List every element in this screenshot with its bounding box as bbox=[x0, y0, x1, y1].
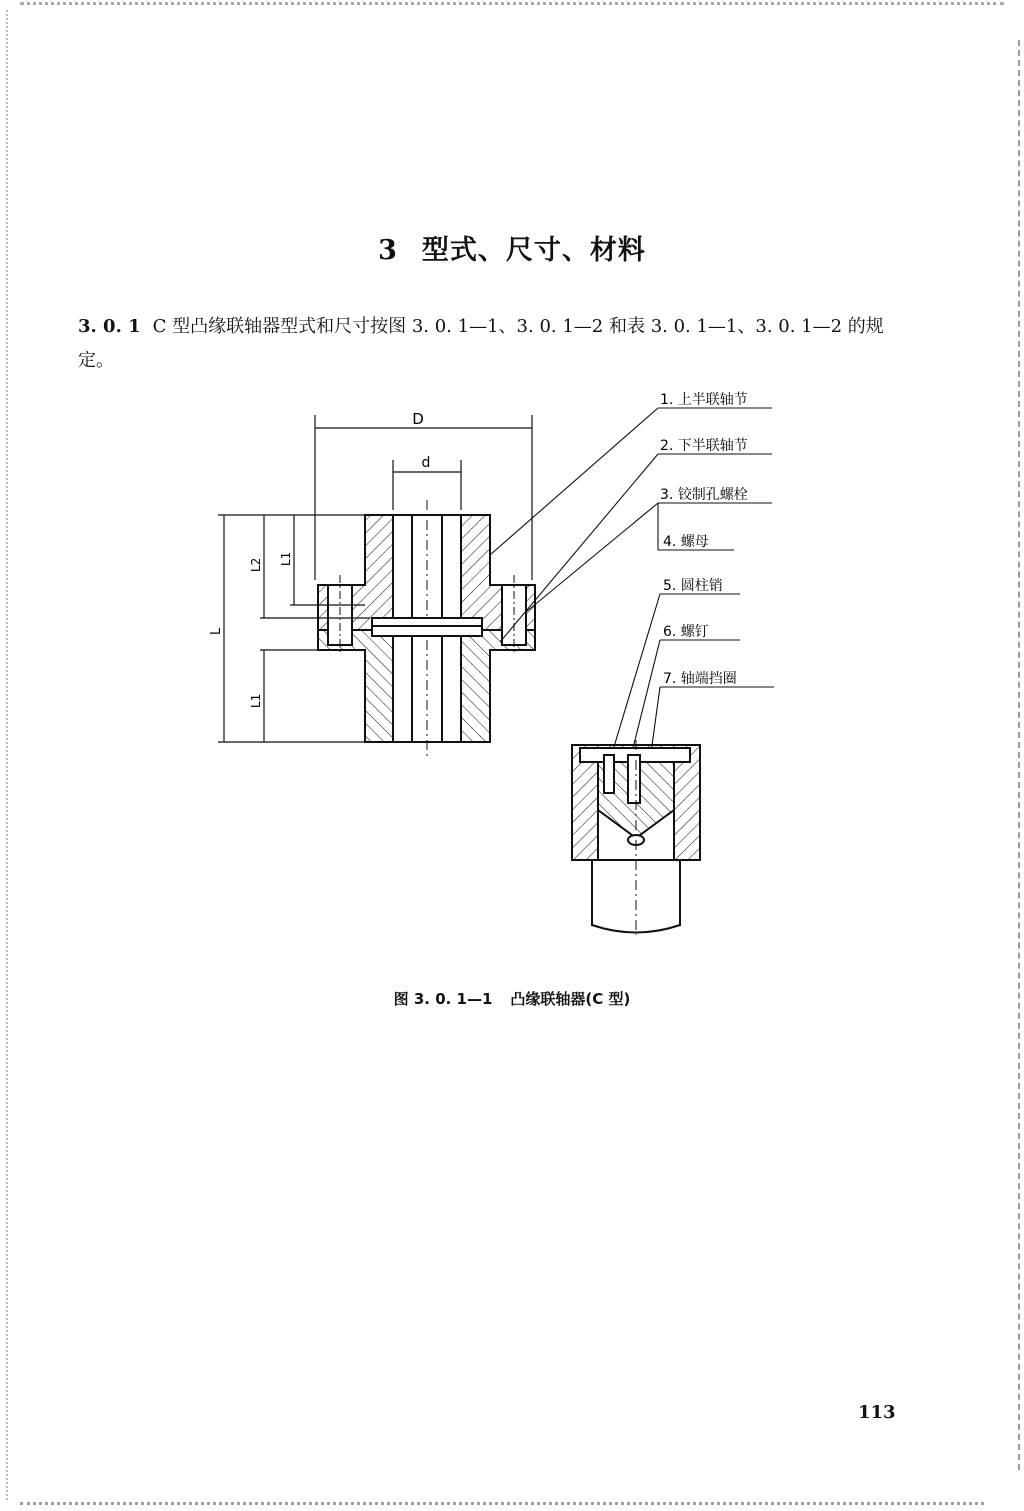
dim-label-d: d bbox=[421, 455, 431, 471]
shaft-end-detail bbox=[572, 740, 700, 935]
figure-caption bbox=[0, 988, 1024, 1009]
part-label-4: 4. 螺母 bbox=[663, 534, 709, 550]
part-label-1: 1. 上半联轴节 bbox=[660, 392, 748, 408]
figure-caption-number: 图 3. 0. 1—1 bbox=[393, 990, 493, 1008]
section-title bbox=[0, 228, 1024, 267]
section-title-text: 型式、尺寸、材料 bbox=[421, 235, 646, 267]
part-label-7: 7. 轴端挡圈 bbox=[663, 671, 737, 687]
dim-label-L1-inner: L1 bbox=[279, 551, 293, 566]
dim-label-L: L bbox=[209, 627, 224, 635]
clause-number: 3. 0. 1 bbox=[78, 316, 141, 337]
section-number: 3 bbox=[378, 235, 398, 267]
page-number: 113 bbox=[858, 1402, 896, 1423]
screw bbox=[628, 755, 640, 803]
clause-paragraph bbox=[78, 310, 908, 378]
scan-edge-bottom bbox=[20, 1502, 984, 1505]
clause-text: C 型凸缘联轴器型式和尺寸按图 3. 0. 1—1、3. 0. 1—2 和表 3. 0. 1—1、3. 0. 1—2 的规定。 bbox=[78, 316, 884, 371]
coupling-section-view bbox=[318, 500, 535, 758]
dim-label-L1: L1 bbox=[249, 693, 263, 708]
cylindrical-pin bbox=[604, 755, 614, 793]
coupling-drawing bbox=[200, 380, 820, 960]
coupling-figure bbox=[200, 380, 820, 960]
part-label-2: 2. 下半联轴节 bbox=[660, 438, 748, 454]
dim-label-L2: L2 bbox=[249, 557, 263, 572]
scan-edge-top bbox=[20, 2, 1004, 5]
part-label-3: 3. 铰制孔螺栓 bbox=[660, 487, 748, 503]
figure-caption-text: 凸缘联轴器(C 型) bbox=[510, 990, 631, 1008]
part-label-5: 5. 圆柱销 bbox=[663, 578, 723, 594]
part-label-6: 6. 螺钉 bbox=[663, 624, 709, 640]
dim-label-D: D bbox=[412, 410, 424, 428]
